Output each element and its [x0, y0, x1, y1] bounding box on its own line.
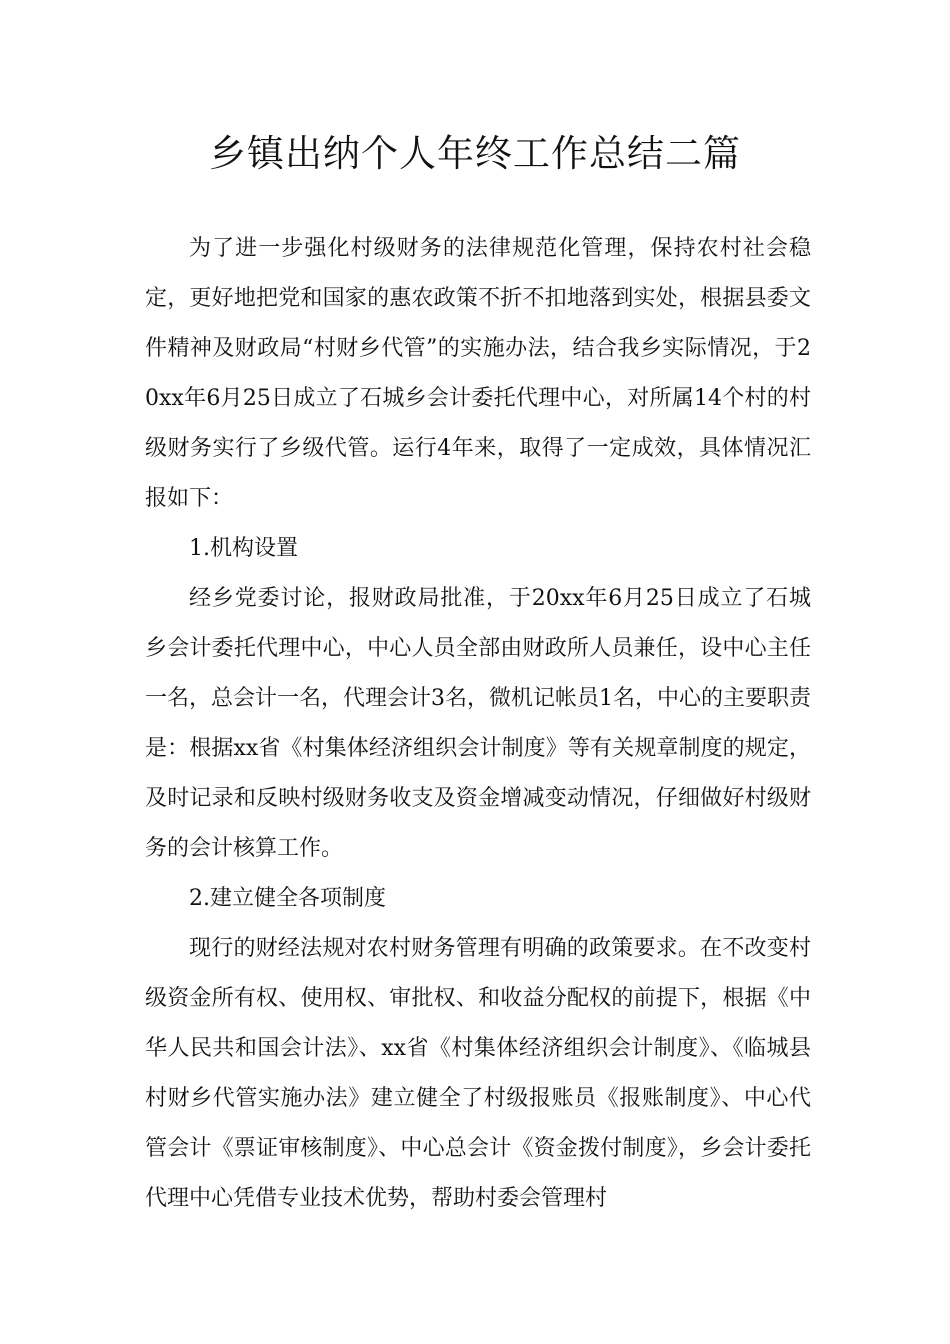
paragraph-intro: 为了进一步强化村级财务的法律规范化管理，保持农村社会稳定，更好地把党和国家的惠农政策不折不扣地落到实处，根据县委文件精神及财政局“村财乡代管”的实施办法，结合我乡实际情况，于20xx年6月25日成立了石城乡会计委托代理中心，对所属14个村的村级财务实行了乡级代管。运行4年来，取得了一定成效，具体情况汇报如下：: [145, 236, 811, 511]
paragraph-section-2: 现行的财经法规对农村财务管理有明确的政策要求。在不改变村级资金所有权、使用权、审批权、和收益分配权的前提下，根据《中华人民共和国会计法》、xx省《村集体经济组织会计制度》、《临城县村财乡代管实施办法》建立健全了村级报账员《报账制度》、中心代管会计《票证审核制度》、中心总会计《资金拨付制度》，乡会计委托代理中心凭借专业技术优势，帮助村委会管理村: [145, 936, 811, 1211]
document-title: 乡镇出纳个人年终工作总结二篇: [209, 132, 741, 175]
section-heading-1: 1.机构设置: [189, 536, 298, 561]
document-body: [145, 224, 811, 1224]
paragraph-section-1: 经乡党委讨论，报财政局批准，于20xx年6月25日成立了石城乡会计委托代理中心，中心人员全部由财政所人员兼任，设中心主任一名，总会计一名，代理会计3名，微机记帐员1名，中心的主要职责是：根据xx省《村集体经济组织会计制度》等有关规章制度的规定，及时记录和反映村级财务收支及资金增减变动情况，仔细做好村级财务的会计核算工作。: [145, 586, 811, 861]
section-heading-2: 2.建立健全各项制度: [189, 886, 386, 911]
